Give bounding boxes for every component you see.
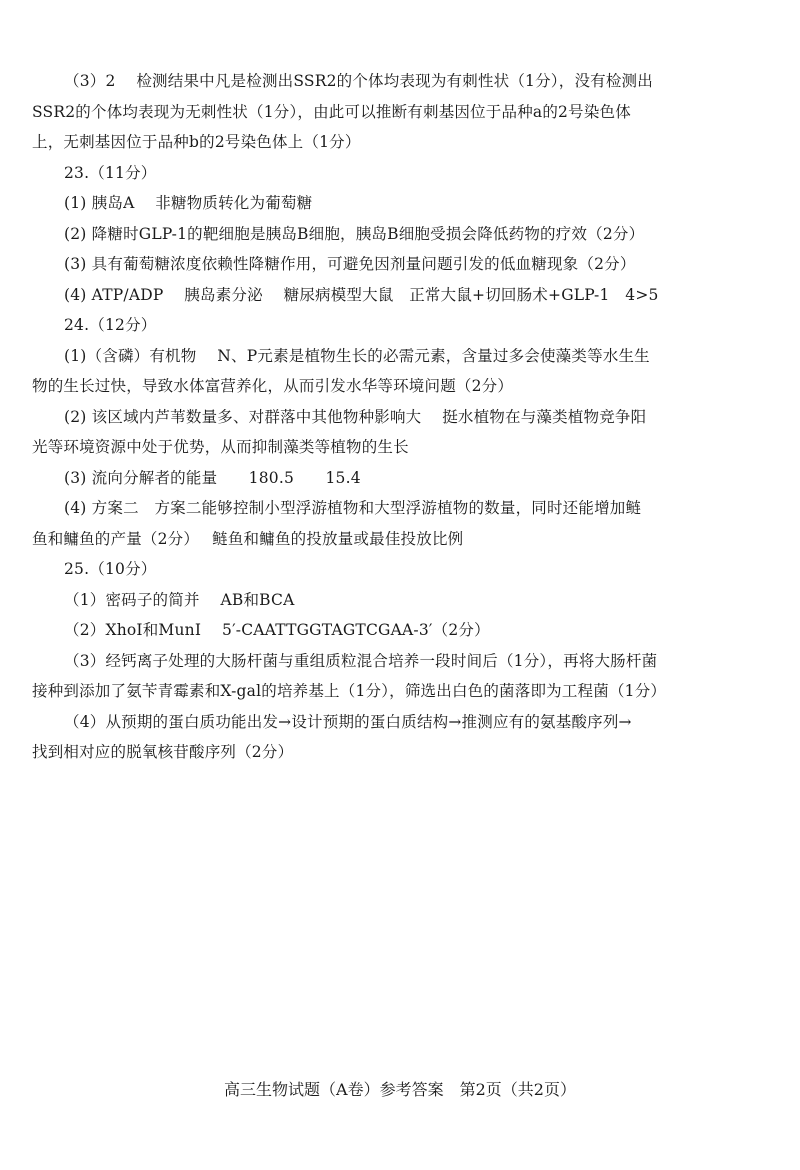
text-line: （3）2 检测结果中凡是检测出SSR2的个体均表现为有刺性状（1分），没有检测出: [64, 72, 653, 90]
text-line: (2) 降糖时GLP-1的靶细胞是胰岛B细胞，胰岛B细胞受损会降低药物的疗效（2分）: [64, 224, 645, 243]
text-line: （3）经钙离子处理的大肠杆菌与重组质粒混合培养一段时间后（1分），再将大肠杆菌: [64, 651, 658, 670]
text-line: SSR2的个体均表现为无刺性状（1分），由此可以推断有刺基因位于品种a的2号染色体: [32, 102, 631, 121]
text-line: 找到相对应的脱氧核苷酸序列（2分）: [32, 743, 294, 761]
text-line: 物的生长过快，导致水体富营养化，从而引发水华等环境问题（2分）: [32, 377, 514, 395]
text-line: 上，无刺基因位于品种b的2号染色体上（1分）: [32, 133, 361, 151]
answer-content: [32, 66, 772, 768]
text-line: (4) 方案二 方案二能够控制小型浮游植物和大型浮游植物的数量，同时还能增加鲢: [64, 499, 642, 517]
text-line: (1) 胰岛A 非糖物质转化为葡萄糖: [64, 194, 313, 212]
text-line: （2）XhoⅠ和MunⅠ 5′-CAATTGGTAGTCGAA-3′（2分）: [64, 621, 490, 639]
text-line: 鱼和鳙鱼的产量（2分） 鲢鱼和鳙鱼的投放量或最佳投放比例: [32, 529, 464, 548]
question-heading: 24.（12分）: [64, 316, 157, 334]
text-line: 光等环境资源中处于优势，从而抑制藻类等植物的生长: [32, 438, 409, 456]
question-heading: 25.（10分）: [64, 560, 157, 578]
page-footer: 高三生物试题（A卷）参考答案 第2页（共2页）: [224, 1080, 576, 1099]
text-line: (4) ATP/ADP 胰岛素分泌 糖尿病模型大鼠 正常大鼠+切回肠术+GLP-1 4>5: [64, 285, 659, 304]
text-line: (1)（含磷）有机物 N、P元素是植物生长的必需元素，含量过多会使藻类等水生生: [64, 346, 650, 365]
text-line: (3) 具有葡萄糖浓度依赖性降糖作用，可避免因剂量问题引发的低血糖现象（2分）: [64, 255, 636, 273]
text-line: (3) 流向分解者的能量 180.5 15.4: [64, 468, 361, 487]
text-line: （4）从预期的蛋白质功能出发→设计预期的蛋白质结构→推测应有的氨基酸序列→: [64, 712, 632, 731]
question-heading: 23.（11分）: [64, 163, 157, 182]
text-line: （1）密码子的简并 AB和BCA: [64, 590, 295, 609]
text-line: 接种到添加了氨苄青霉素和X-gal的培养基上（1分），筛选出白色的菌落即为工程菌（1分）: [32, 682, 667, 700]
text-line: (2) 该区域内芦苇数量多、对群落中其他物种影响大 挺水植物在与藻类植物竞争阳: [64, 407, 647, 426]
